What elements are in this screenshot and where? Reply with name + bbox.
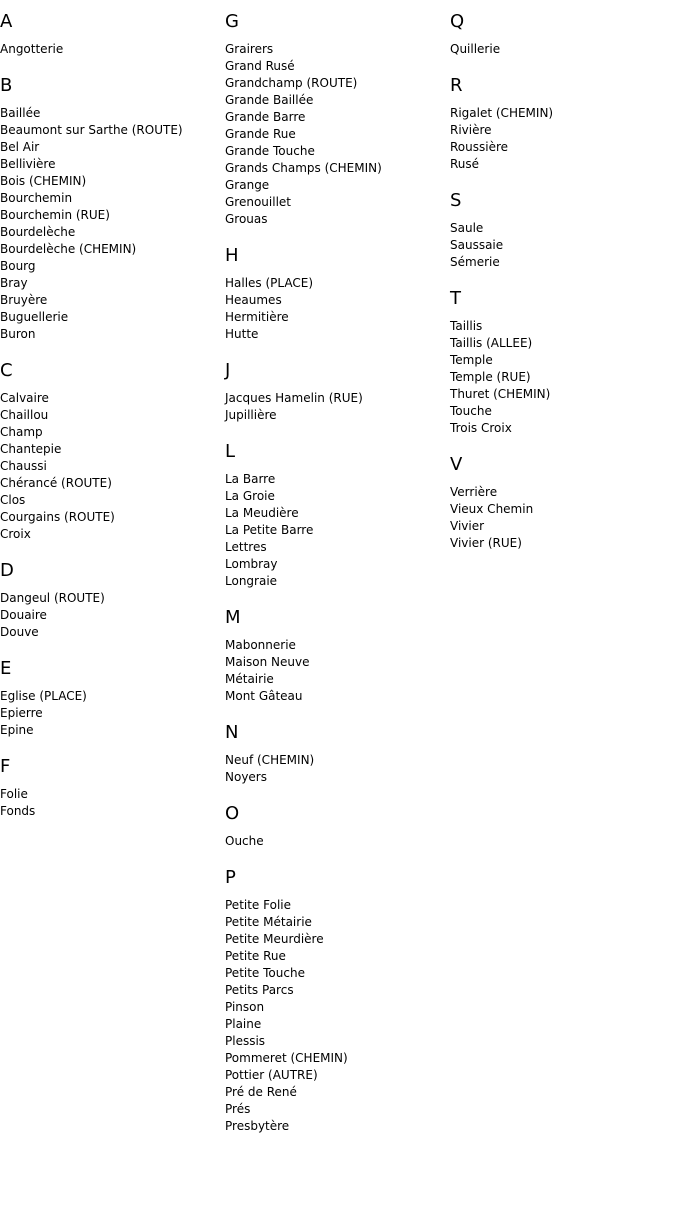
street-link[interactable]: Rivière — [450, 123, 492, 137]
letter-heading: A — [0, 11, 13, 32]
street-link[interactable]: Verrière — [450, 485, 498, 499]
street-list — [0, 390, 215, 543]
street-list — [0, 590, 215, 641]
letter-heading: N — [225, 722, 239, 743]
street-link[interactable]: Champ — [0, 425, 43, 439]
street-list — [0, 786, 215, 820]
letter-group-e — [0, 658, 215, 739]
street-link[interactable]: Taillis (ALLEE) — [450, 336, 533, 350]
street-link[interactable]: Beaumont sur Sarthe (ROUTE) — [0, 123, 183, 137]
letter-heading: R — [450, 75, 463, 96]
street-link[interactable]: Bray — [0, 276, 28, 290]
street-link[interactable]: Trois Croix — [450, 421, 512, 435]
street-list — [450, 105, 665, 173]
column-3 — [450, 11, 665, 569]
letter-heading: T — [450, 288, 461, 309]
street-link[interactable]: La Petite Barre — [225, 523, 314, 537]
street-link[interactable]: Courgains (ROUTE) — [0, 510, 115, 524]
street-list — [225, 637, 440, 705]
street-list — [225, 752, 440, 786]
street-link[interactable]: Folie — [0, 787, 28, 801]
street-link[interactable]: Vivier — [450, 519, 485, 533]
street-list — [225, 897, 440, 1135]
street-link[interactable]: Bourdelèche — [0, 225, 76, 239]
street-link[interactable]: Rigalet (CHEMIN) — [450, 106, 554, 120]
street-link[interactable]: Vivier (RUE) — [450, 536, 522, 550]
street-list — [225, 41, 440, 228]
street-link[interactable]: Grands Champs (CHEMIN) — [225, 161, 382, 175]
street-link[interactable]: Roussière — [450, 140, 509, 154]
street-link[interactable]: Buguellerie — [0, 310, 69, 324]
street-link[interactable]: La Groie — [225, 489, 275, 503]
street-link[interactable]: Douve — [0, 625, 39, 639]
street-link[interactable]: Buron — [0, 327, 36, 341]
street-link[interactable]: Taillis — [450, 319, 483, 333]
letter-heading: E — [0, 658, 12, 679]
street-link[interactable]: Plaine — [225, 1017, 262, 1031]
letter-heading: M — [225, 607, 241, 628]
letter-group-m — [225, 607, 440, 705]
street-link[interactable]: Lombray — [225, 557, 278, 571]
street-link[interactable]: Eglise (PLACE) — [0, 689, 87, 703]
letter-heading: O — [225, 803, 240, 824]
street-link[interactable]: Thuret (CHEMIN) — [450, 387, 551, 401]
street-link[interactable]: Lettres — [225, 540, 267, 554]
letter-heading: H — [225, 245, 239, 266]
letter-group-l — [225, 441, 440, 590]
letter-group-h — [225, 245, 440, 343]
street-link[interactable]: Saule — [450, 221, 484, 235]
street-link[interactable]: Plessis — [225, 1034, 266, 1048]
street-link[interactable]: Noyers — [225, 770, 267, 784]
street-link[interactable]: Bourdelèche (CHEMIN) — [0, 242, 137, 256]
street-link[interactable]: Grange — [225, 178, 270, 192]
letter-group-f — [0, 756, 215, 820]
letter-group-g — [225, 11, 440, 228]
street-link[interactable]: Pinson — [225, 1000, 265, 1014]
street-link[interactable]: Fonds — [0, 804, 36, 818]
street-link[interactable]: Calvaire — [0, 391, 49, 405]
street-link[interactable]: Bourchemin — [0, 191, 73, 205]
letter-group-b — [0, 75, 215, 343]
letter-group-q — [450, 11, 665, 58]
street-list — [0, 688, 215, 739]
street-link[interactable]: Grande Touche — [225, 144, 315, 158]
street-link[interactable]: Chérancé (ROUTE) — [0, 476, 112, 490]
street-link[interactable]: Touche — [450, 404, 492, 418]
street-link[interactable]: Petite Meurdière — [225, 932, 324, 946]
street-link[interactable]: Sémerie — [450, 255, 500, 269]
street-link[interactable]: Maison Neuve — [225, 655, 310, 669]
street-link[interactable]: La Barre — [225, 472, 276, 486]
letter-heading: D — [0, 560, 14, 581]
street-link[interactable]: Presbytère — [225, 1119, 290, 1133]
letter-heading: S — [450, 190, 462, 211]
letter-group-t — [450, 288, 665, 437]
street-link[interactable]: Vieux Chemin — [450, 502, 534, 516]
street-link[interactable]: Bourchemin (RUE) — [0, 208, 110, 222]
letter-group-d — [0, 560, 215, 641]
letter-group-n — [225, 722, 440, 786]
street-link[interactable]: Quillerie — [450, 42, 501, 56]
street-link[interactable]: Petite Touche — [225, 966, 305, 980]
street-link[interactable]: Neuf (CHEMIN) — [225, 753, 315, 767]
column-1 — [0, 11, 215, 837]
letter-heading: Q — [450, 11, 465, 32]
street-link[interactable]: Grenouillet — [225, 195, 291, 209]
street-link[interactable]: Prés — [225, 1102, 251, 1116]
street-link[interactable]: Temple — [450, 353, 493, 367]
letter-group-c — [0, 360, 215, 543]
street-list — [0, 105, 215, 343]
letter-group-s — [450, 190, 665, 271]
street-link[interactable]: Hermitière — [225, 310, 289, 324]
street-link[interactable]: Petite Folie — [225, 898, 291, 912]
street-link[interactable]: Grande Rue — [225, 127, 296, 141]
street-link[interactable]: Grandchamp (ROUTE) — [225, 76, 358, 90]
street-link[interactable]: Longraie — [225, 574, 278, 588]
street-link[interactable]: Pré de René — [225, 1085, 297, 1099]
street-link[interactable]: Hutte — [225, 327, 259, 341]
street-link[interactable]: Petits Parcs — [225, 983, 294, 997]
street-link[interactable]: Bourg — [0, 259, 36, 273]
street-list — [450, 484, 665, 552]
street-list — [0, 41, 215, 58]
letter-heading: F — [0, 756, 11, 777]
street-link[interactable]: Epine — [0, 723, 34, 737]
letter-heading: B — [0, 75, 13, 96]
letter-heading: V — [450, 454, 463, 475]
street-link[interactable]: Ouche — [225, 834, 264, 848]
letter-heading: L — [225, 441, 236, 462]
street-link[interactable]: Saussaie — [450, 238, 504, 252]
street-link[interactable]: Chantepie — [0, 442, 62, 456]
street-link[interactable]: Angotterie — [0, 42, 64, 56]
street-link[interactable]: Grand Rusé — [225, 59, 295, 73]
street-link[interactable]: Grande Baillée — [225, 93, 314, 107]
street-link[interactable]: Jupillière — [225, 408, 277, 422]
street-link[interactable]: Métairie — [225, 672, 274, 686]
street-link[interactable]: Bel Air — [0, 140, 40, 154]
street-link[interactable]: Dangeul (ROUTE) — [0, 591, 105, 605]
letter-heading: P — [225, 867, 236, 888]
street-link[interactable]: Bruyère — [0, 293, 48, 307]
street-list — [450, 41, 665, 58]
letter-group-v — [450, 454, 665, 552]
street-link[interactable]: Pottier (AUTRE) — [225, 1068, 318, 1082]
street-link[interactable]: Chaillou — [0, 408, 49, 422]
street-link[interactable]: Heaumes — [225, 293, 282, 307]
street-link[interactable]: Petite Métairie — [225, 915, 312, 929]
street-list — [225, 833, 440, 850]
street-link[interactable]: Mont Gâteau — [225, 689, 303, 703]
street-link[interactable]: Temple (RUE) — [450, 370, 531, 384]
street-link[interactable]: Jacques Hamelin (RUE) — [225, 391, 363, 405]
street-link[interactable]: Rusé — [450, 157, 480, 171]
street-link[interactable]: Chaussi — [0, 459, 47, 473]
letter-heading: J — [225, 360, 231, 381]
letter-heading: C — [0, 360, 13, 381]
street-list — [225, 390, 440, 424]
street-link[interactable]: Epierre — [0, 706, 43, 720]
street-link[interactable]: Baillée — [0, 106, 41, 120]
letter-heading: G — [225, 11, 239, 32]
street-link[interactable]: Grairers — [225, 42, 274, 56]
street-link[interactable]: Petite Rue — [225, 949, 286, 963]
letter-group-j — [225, 360, 440, 424]
street-list — [450, 220, 665, 271]
letter-group-o — [225, 803, 440, 850]
street-link[interactable]: Croix — [0, 527, 31, 541]
street-link[interactable]: Grande Barre — [225, 110, 306, 124]
street-list — [450, 318, 665, 437]
street-list — [225, 275, 440, 343]
letter-group-p — [225, 867, 440, 1135]
letter-group-a — [0, 11, 215, 58]
street-link[interactable]: Grouas — [225, 212, 268, 226]
letter-group-r — [450, 75, 665, 173]
street-link[interactable]: La Meudière — [225, 506, 299, 520]
street-link[interactable]: Bois (CHEMIN) — [0, 174, 87, 188]
street-link[interactable]: Clos — [0, 493, 26, 507]
street-list — [225, 471, 440, 590]
street-link[interactable]: Douaire — [0, 608, 47, 622]
column-2 — [225, 11, 440, 1152]
street-link[interactable]: Pommeret (CHEMIN) — [225, 1051, 348, 1065]
street-link[interactable]: Halles (PLACE) — [225, 276, 314, 290]
street-link[interactable]: Bellivière — [0, 157, 56, 171]
street-link[interactable]: Mabonnerie — [225, 638, 296, 652]
